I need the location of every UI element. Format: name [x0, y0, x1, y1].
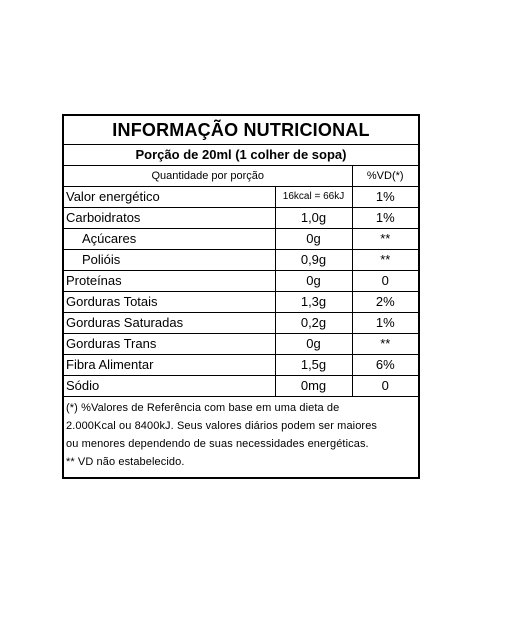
table-row [64, 292, 418, 313]
nutrient-vd: ** [352, 250, 418, 271]
footnote-line: (*) %Valores de Referência com base em uma dieta de [66, 402, 340, 414]
nutrient-vd: ** [352, 229, 418, 250]
nutrient-amount: 16kcal = 66kJ [275, 187, 352, 208]
table-row [64, 208, 418, 229]
nutrient-amount: 1,3g [275, 292, 352, 313]
table-row [64, 334, 418, 355]
nutrient-name: Gorduras Totais [64, 292, 275, 313]
nutrient-vd: 2% [352, 292, 418, 313]
nutrient-name: Açúcares [64, 229, 275, 250]
nutrient-vd: ** [352, 334, 418, 355]
table-row [64, 271, 418, 292]
nutrient-vd: 0 [352, 376, 418, 397]
nutrient-vd: 6% [352, 355, 418, 376]
nutrient-name: Proteínas [64, 271, 275, 292]
table-row [64, 313, 418, 334]
quantity-header: Quantidade por porção [64, 166, 352, 187]
footnote-line: ** VD não estabelecido. [66, 456, 185, 468]
footnote-line: 2.000Kcal ou 8400kJ. Seus valores diários podem ser maiores [66, 420, 378, 432]
table-header-row [64, 166, 418, 187]
nutrient-name: Valor energético [64, 187, 275, 208]
nutrient-vd: 1% [352, 208, 418, 229]
nutrient-amount: 1,5g [275, 355, 352, 376]
nutrient-amount: 0,2g [275, 313, 352, 334]
nutrient-amount: 0mg [275, 376, 352, 397]
table-row [64, 376, 418, 397]
nutrition-table [64, 166, 418, 397]
nutrient-name: Polióis [64, 250, 275, 271]
nutrient-name: Gorduras Saturadas [64, 313, 275, 334]
label-title: INFORMAÇÃO NUTRICIONAL [64, 116, 418, 145]
nutrient-vd: 1% [352, 313, 418, 334]
nutrient-name: Sódio [64, 376, 275, 397]
nutrient-name: Gorduras Trans [64, 334, 275, 355]
serving-size: Porção de 20ml (1 colher de sopa) [64, 145, 418, 166]
nutrition-facts-label [62, 114, 420, 479]
footnote-line: ou menores dependendo de suas necessidades energéticas. [66, 438, 369, 450]
table-row [64, 355, 418, 376]
nutrient-amount: 0,9g [275, 250, 352, 271]
nutrient-amount: 1,0g [275, 208, 352, 229]
nutrient-name: Carboidratos [64, 208, 275, 229]
table-row [64, 229, 418, 250]
nutrient-amount: 0g [275, 271, 352, 292]
nutrient-amount: 0g [275, 334, 352, 355]
vd-header: %VD(*) [352, 166, 418, 187]
footnote [64, 397, 418, 477]
nutrient-name: Fibra Alimentar [64, 355, 275, 376]
table-row [64, 250, 418, 271]
nutrient-vd: 1% [352, 187, 418, 208]
table-row [64, 187, 418, 208]
nutrient-amount: 0g [275, 229, 352, 250]
nutrient-vd: 0 [352, 271, 418, 292]
